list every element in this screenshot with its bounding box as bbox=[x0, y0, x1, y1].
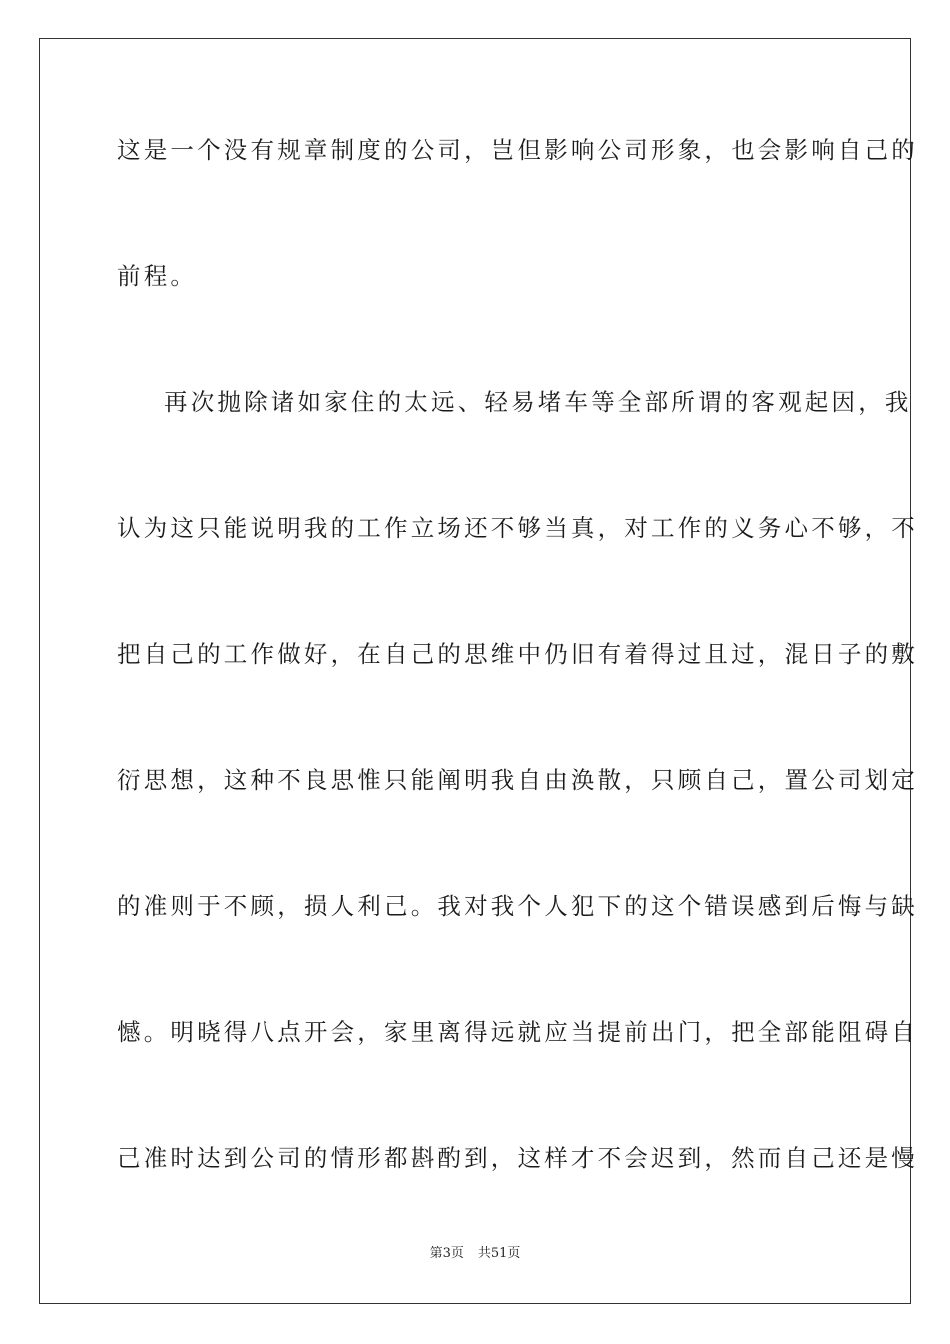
text-line: 把自己的工作做好，在自己的思维中仍旧有着得过且过，混日子的敷 bbox=[117, 640, 918, 668]
page-footer bbox=[0, 1244, 950, 1264]
text-line: 认为这只能说明我的工作立场还不够当真，对工作的义务心不够，不 bbox=[117, 514, 918, 542]
page-number: 第3页 bbox=[429, 1246, 464, 1261]
text-line: 憾。明晓得八点开会，家里离得远就应当提前出门，把全部能阻碍自 bbox=[117, 1018, 918, 1046]
text-line: 衍思想，这种不良思惟只能阐明我自由涣散，只顾自己，置公司划定 bbox=[117, 766, 918, 794]
text-line: 己准时达到公司的情形都斟酌到，这样才不会迟到，然而自己还是慢 bbox=[117, 1144, 918, 1172]
text-line: 的准则于不顾，损人利己。我对我个人犯下的这个错误感到后悔与缺 bbox=[117, 892, 918, 920]
page-total: 共51页 bbox=[477, 1246, 521, 1261]
text-line: 这是一个没有规章制度的公司，岂但影响公司形象，也会影响自己的 bbox=[117, 136, 918, 164]
document-body bbox=[117, 126, 918, 1260]
text-line: 前程。 bbox=[117, 262, 198, 290]
paragraph-start-line: 再次抛除诸如家住的太远、轻易堵车等全部所谓的客观起因，我 bbox=[164, 388, 912, 416]
